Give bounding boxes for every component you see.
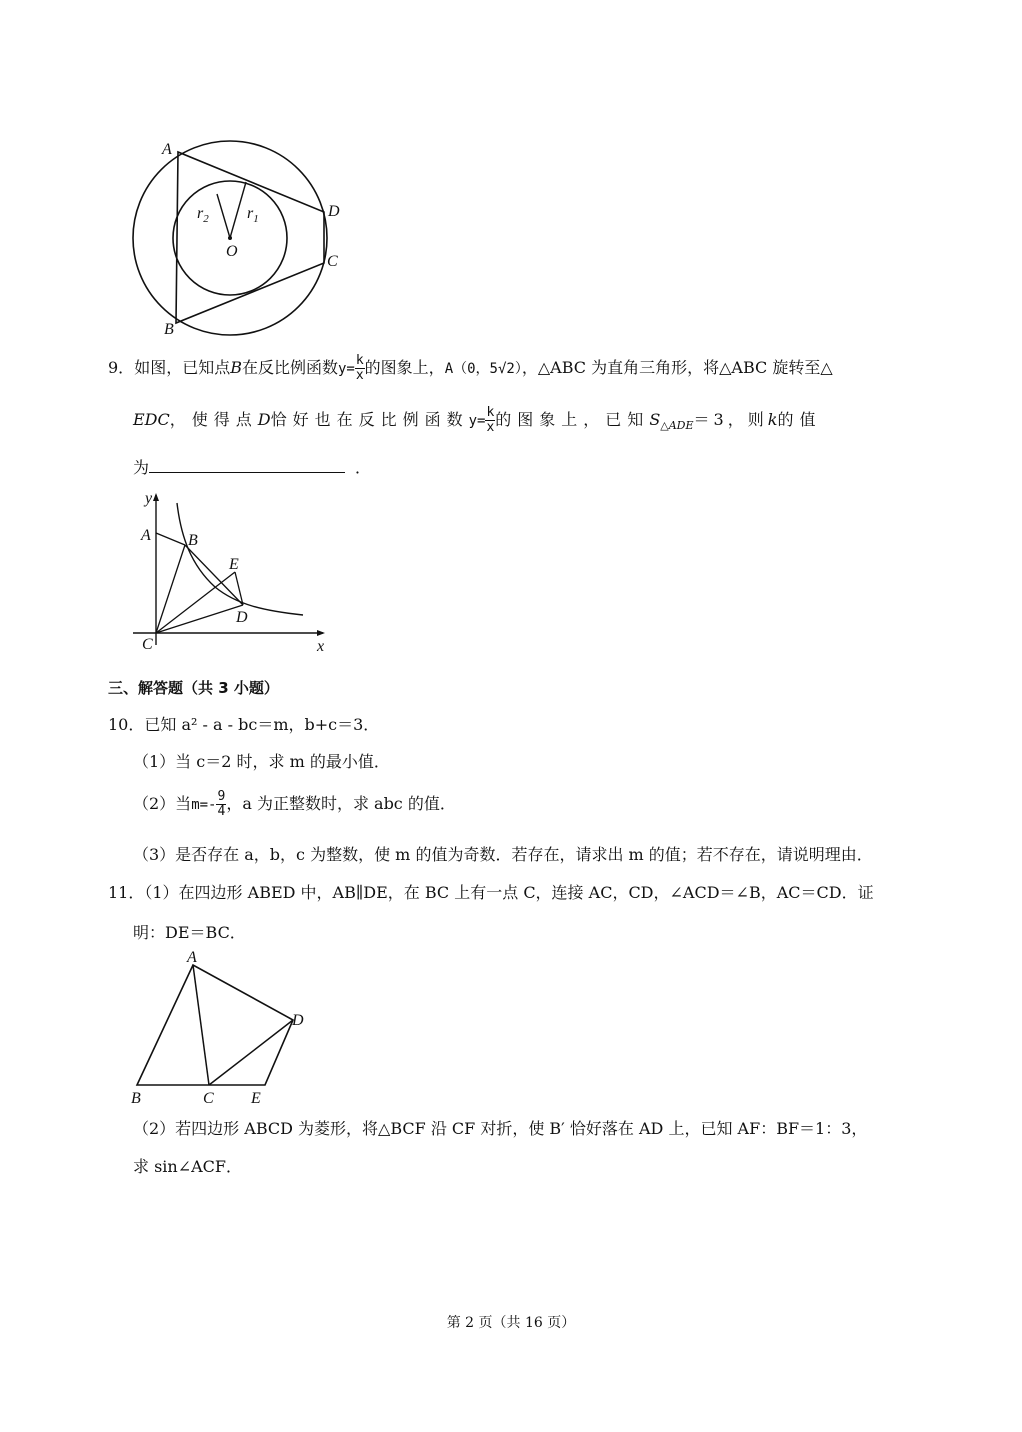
- hyperbola-curve: [177, 503, 303, 615]
- q11-part2-line2: 求 sin∠ACF．: [133, 1157, 243, 1176]
- label-B: B: [188, 532, 198, 549]
- figure-inverse-function: [125, 485, 340, 655]
- fraction-k-over-x-2: $\frac{k}{x}$: [486, 405, 495, 435]
- label-x: x: [317, 638, 325, 655]
- q9-number: 9．: [108, 358, 135, 377]
- x-axis-arrow: [317, 630, 325, 636]
- q9-line1: 9．如图，已知点B在反比例函数y= $\frac{k}{x}$ 的图象上，A（0，5√2），△ABC 为直角三角形，将△ABC 旋转至△: [108, 353, 833, 383]
- label-B: B: [131, 1090, 141, 1107]
- label-D: D: [292, 1012, 304, 1029]
- label-C: C: [142, 636, 153, 653]
- triangle-abcd: [176, 152, 324, 323]
- label-O: O: [226, 243, 238, 260]
- q11-number: 11．: [108, 883, 145, 902]
- label-C: C: [203, 1090, 214, 1107]
- figure-quadrilateral: [125, 948, 325, 1108]
- q10-part3: （3）是否存在 a，b，c 为整数，使 m 的值为奇数．若存在，请求出 m 的值；若不存在，请说明理由．: [133, 845, 873, 864]
- figure-circle-triangle: [120, 130, 360, 340]
- label-y: y: [145, 490, 153, 507]
- point-A-coords: A（0，5√2）: [444, 361, 522, 377]
- section-title: 三、解答题（共 3 小题）: [108, 679, 279, 697]
- label-B: B: [164, 321, 174, 338]
- fraction-k-over-x: $\frac{k}{x}$: [355, 353, 364, 383]
- q10-part1: （1）当 c＝2 时，求 m 的最小值．: [133, 752, 390, 771]
- label-D: D: [236, 609, 248, 626]
- label-A: A: [187, 949, 197, 966]
- label-A: A: [141, 527, 151, 544]
- q11-line1: 11．（1）在四边形 ABED 中，AB∥DE，在 BC 上有一点 C，连接 AC，CD，∠ACD＝∠B，AC＝CD．证: [108, 883, 874, 902]
- q9-line2: EDC，使得点D恰好也在反比例函数y= $\frac{k}{x}$ 的图象上，已知$S_{\triangle ADE}=3$，则k的值: [133, 405, 822, 435]
- label-r2: $r_2$: [197, 205, 209, 225]
- fraction-9-over-4: $\frac{9}{4}$: [217, 789, 226, 819]
- y-axis-arrow: [153, 493, 159, 501]
- label-E: E: [229, 556, 239, 573]
- answer-blank[interactable]: [149, 456, 345, 473]
- q10-stem: 10．已知 a² - a - bc＝m，b+c＝3．: [108, 715, 380, 734]
- q9-line3: 为 ．: [133, 458, 372, 477]
- quadrilateral-ABED: [137, 965, 293, 1085]
- radius-r1: [230, 182, 246, 238]
- label-r1: $r_1$: [247, 205, 259, 225]
- q11-line2: 明：DE＝BC．: [133, 923, 246, 942]
- label-C: C: [327, 253, 338, 270]
- q10-part2: （2）当m=- $\frac{9}{4}$ ，a 为正整数时，求 abc 的值．: [133, 789, 456, 819]
- label-E: E: [251, 1090, 261, 1107]
- center-point: [228, 236, 232, 240]
- radius-r2: [217, 194, 230, 238]
- page-footer: 第 2 页（共 16 页）: [446, 1315, 576, 1331]
- q10-number: 10．: [108, 715, 145, 734]
- label-D: D: [328, 203, 340, 220]
- q11-part2-line1: （2）若四边形 ABCD 为菱形，将△BCF 沿 CF 对折，使 B′ 恰好落在 AD 上，已知 AF：BF＝1：3，: [133, 1119, 868, 1138]
- label-A: A: [162, 141, 172, 158]
